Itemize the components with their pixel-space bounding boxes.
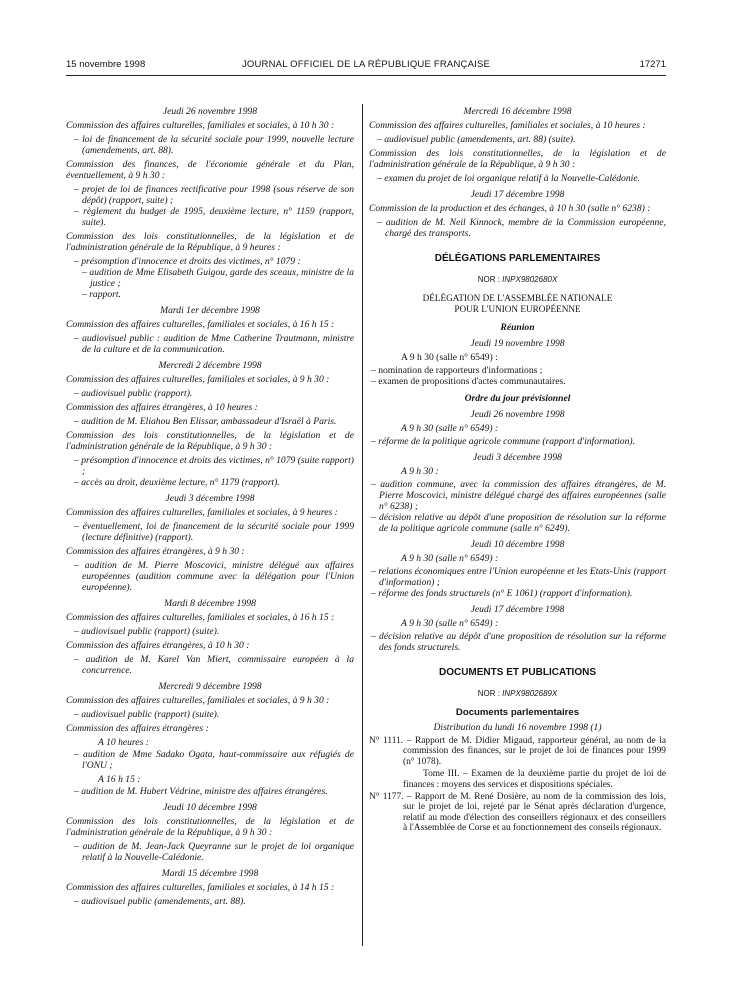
day-heading: Jeudi 3 décembre 1998: [165, 493, 255, 504]
nor-label: NOR :: [477, 275, 500, 284]
agenda-item: – réforme de la politique agricole commune (rapport d'information).: [371, 436, 635, 447]
commission-line: Commission des finances, de l'économie générale et du Plan, éventuellement, à 9 h 30 :: [66, 159, 354, 181]
subheading-documents-parlementaires: Documents parlementaires: [455, 707, 580, 718]
agenda-entry: [66, 546, 354, 593]
agenda-item: – examen du projet de loi organique relatif à la Nouvelle-Calédonie.: [377, 173, 640, 184]
section-title-documents: DOCUMENTS ET PUBLICATIONS: [438, 667, 597, 678]
day-heading: Mardi 8 décembre 1998: [164, 598, 256, 609]
agenda-entry: [66, 612, 354, 637]
document-tome: Tome III. – Examen de la deuxième partie du projet de loi de finances : moyens des services et dispositions spéciales.: [403, 769, 666, 790]
day-heading: Jeudi 10 décembre 1998: [163, 802, 257, 813]
delegation-line: POUR L'UNION EUROPÉENNE: [454, 303, 581, 314]
time-line: A 9 h 30 (salle n° 6549) :: [401, 423, 499, 434]
agenda-item: – nomination de rapporteurs d'informations ;: [371, 365, 543, 376]
commission-line: Commission des affaires étrangères, à 10 heures :: [66, 402, 258, 413]
agenda-item: – audition de M. Hubert Védrine, ministre des affaires étrangères.: [74, 786, 328, 797]
commission-line: Commission des affaires culturelles, familiales et sociales, à 9 h 30 :: [66, 374, 330, 385]
agenda-item: – présomption d'innocence et droits des victimes, n° 1079 (suite rapport) ;: [74, 455, 354, 477]
day-heading: Jeudi 26 novembre 1998: [162, 106, 258, 117]
agenda-item: – décision relative au dépôt d'une proposition de résolution sur la réforme de la politique agricole commune (salle n° 6249).: [371, 512, 666, 534]
agenda-item: – projet de loi de finances rectificative pour 1998 (sous réserve de son dépôt) (rapport, suite) ;: [74, 184, 354, 206]
distribution-line: Distribution du lundi 16 novembre 1998 (1): [433, 722, 602, 733]
agenda-item: – audiovisuel public (rapport).: [74, 388, 193, 399]
commission-line: Commission de la production et des échanges, à 10 h 30 (salle n° 6238) :: [369, 203, 651, 214]
nor-reference: [369, 688, 666, 699]
agenda-item: – audition commune, avec la commission des affaires étrangères, de M. Pierre Moscovici, ministre délégué chargé des affaires européennes (salle n° 6238) ;: [371, 479, 666, 512]
agenda-entry: [66, 319, 354, 355]
left-column: [66, 101, 354, 910]
agenda-item: – loi de financement de la sécurité sociale pour 1999, nouvelle lecture (amendements, art. 88).: [74, 134, 354, 156]
agenda-item: – audiovisuel public (amendements, art. 88).: [74, 896, 246, 907]
subheading-reunion: Réunion: [500, 322, 535, 333]
agenda-entry: [66, 120, 354, 156]
header-date: 15 novembre 1998: [66, 59, 146, 70]
agenda-entry: [66, 640, 354, 676]
commission-line: Commission des affaires culturelles, familiales et sociales, à 9 h 30 :: [66, 695, 330, 706]
commission-line: Commission des affaires culturelles, familiales et sociales, à 9 heures :: [66, 507, 338, 518]
nor-code: INPX9802680X: [502, 275, 558, 284]
agenda-item: – relations économiques entre l'Union européenne et les Etats-Unis (rapport d'information) ;: [371, 566, 666, 588]
agenda-entry: [66, 882, 354, 907]
right-column: [369, 101, 666, 836]
agenda-item: – accès au droit, deuxième lecture, n° 1179 (rapport).: [74, 477, 280, 488]
agenda-item: – examen de propositions d'actes communautaires.: [371, 376, 566, 387]
commission-line: Commission des affaires culturelles, familiales et sociales, à 16 h 15 :: [66, 319, 335, 330]
day-heading: Mercredi 16 décembre 1998: [463, 106, 572, 117]
commission-line: Commission des affaires culturelles, familiales et sociales, à 14 h 15 :: [66, 882, 335, 893]
commission-line: Commission des lois constitutionnelles, de la législation et de l'administration générale de la République, à 9 h 30 :: [369, 148, 666, 170]
delegation-heading: [369, 293, 666, 314]
agenda-item: – audiovisuel public (rapport) (suite).: [74, 626, 220, 637]
document-entry: N° 1111. – Rapport de M. Didier Migaud, rapporteur général, au nom de la commission des finances, sur le projet de loi de finances pour 1999 (n° 1078).: [369, 736, 666, 767]
day-heading: Jeudi 19 novembre 1998: [470, 338, 565, 349]
day-heading: Jeudi 10 décembre 1998: [470, 539, 565, 550]
commission-line: Commission des lois constitutionnelles, de la législation et de l'administration générale de la République, à 9 h 30 :: [66, 430, 354, 452]
commission-line: Commission des affaires culturelles, familiales et sociales, à 10 h 30 :: [66, 120, 335, 131]
agenda-item: – audition de M. Pierre Moscovici, ministre délégué aux affaires européennes (audition commune avec la délégation pour l'Union européenne).: [74, 560, 354, 593]
time-line: A 9 h 30 (salle n° 6549) :: [401, 618, 499, 629]
header-title: JOURNAL OFFICIEL DE LA RÉPUBLIQUE FRANÇAISE: [241, 59, 491, 70]
day-heading: Mardi 1er décembre 1998: [160, 305, 260, 316]
day-heading: Jeudi 17 décembre 1998: [470, 189, 565, 200]
agenda-entry: [369, 120, 666, 145]
agenda-item: – règlement du budget de 1995, deuxième lecture, n° 1159 (rapport, suite).: [74, 206, 354, 228]
agenda-entry: [66, 374, 354, 399]
commission-line: Commission des lois constitutionnelles, de la législation et de l'administration générale de la République, à 9 h 30 :: [66, 816, 354, 838]
agenda-entry: [66, 159, 354, 228]
agenda-entry: [66, 695, 354, 720]
agenda-entry: [66, 816, 354, 863]
commission-line: Commission des affaires étrangères :: [66, 723, 209, 734]
day-heading: Jeudi 3 décembre 1998: [473, 452, 562, 463]
commission-line: Commission des affaires étrangères, à 9 h 30 :: [66, 546, 245, 557]
page-header: [66, 59, 666, 73]
agenda-item: – audiovisuel public (amendements, art. 88) (suite).: [377, 134, 576, 145]
day-heading: Mercredi 2 décembre 1998: [158, 360, 262, 371]
agenda-item: – réforme des fonds structurels (n° E 1061) (rapport d'information).: [371, 588, 633, 599]
commission-line: Commission des affaires culturelles, familiales et sociales, à 10 heures :: [369, 120, 646, 131]
day-heading: Mercredi 9 décembre 1998: [158, 681, 262, 692]
day-heading: Jeudi 26 novembre 1998: [470, 409, 565, 420]
commission-line: Commission des affaires culturelles, familiales et sociales, à 16 h 15 :: [66, 612, 335, 623]
agenda-item: – présomption d'innocence et droits des victimes, n° 1079 :: [74, 256, 301, 267]
day-heading: Jeudi 17 décembre 1998: [470, 604, 565, 615]
agenda-entry: [369, 203, 666, 239]
agenda-item: – audition de M. Eliahou Ben Elissar, ambassadeur d'Israël à Paris.: [74, 416, 337, 427]
agenda-entry: [66, 430, 354, 488]
agenda-subitem: – audition de Mme Elisabeth Guigou, garde des sceaux, ministre de la justice ;: [82, 267, 354, 289]
delegation-line: DÉLÉGATION DE L'ASSEMBLÉE NATIONALE: [422, 293, 613, 303]
agenda-entry: [66, 723, 354, 797]
header-page-number: 17271: [639, 59, 666, 70]
agenda-item: – audition de M. Karel Van Miert, commissaire européen à la concurrence.: [74, 654, 354, 676]
nor-code: INPX9802689X: [502, 689, 558, 698]
time-line: A 9 h 30 (salle n° 6549) :: [401, 553, 499, 564]
agenda-item: – audition de Mme Sadako Ogata, haut-commissaire aux réfugiés de l'ONU ;: [74, 749, 354, 771]
agenda-item: – audition de M. Neil Kinnock, membre de la Commission européenne, chargé des transports.: [377, 217, 666, 239]
subheading-ordre-du-jour: Ordre du jour prévisionnel: [464, 393, 571, 404]
time-line: A 9 h 30 :: [401, 466, 439, 477]
nor-reference: [369, 274, 666, 285]
day-heading: Mardi 15 décembre 1998: [161, 868, 259, 879]
agenda-entry: [66, 507, 354, 543]
nor-label: NOR :: [477, 689, 500, 698]
column-divider: [362, 104, 363, 946]
time-line: A 16 h 15 :: [98, 774, 141, 785]
document-entry: N° 1177. – Rapport de M. René Dosière, au nom de la commission des lois, sur le projet de loi, rejeté par le Sénat après déclaration d'urgence, relatif au mode d'élection des conseillers régionaux et des conseillers à l'Assemblée de Corse et au fonctionnement des conseils régionaux.: [369, 792, 666, 834]
agenda-subitem: – rapport.: [82, 289, 121, 300]
agenda-item: – décision relative au dépôt d'une proposition de résolution sur la réforme des fonds structurels.: [371, 631, 666, 653]
header-rule: [66, 75, 666, 76]
agenda-item: – éventuellement, loi de financement de la sécurité sociale pour 1999 (lecture définitive) (rapport).: [74, 521, 354, 543]
commission-line: Commission des affaires étrangères, à 10 h 30 :: [66, 640, 250, 651]
commission-line: Commission des lois constitutionnelles, de la législation et de l'administration générale de la République, à 9 heures :: [66, 231, 354, 253]
agenda-entry: [66, 231, 354, 300]
time-line: A 9 h 30 (salle n° 6549) :: [401, 352, 498, 363]
agenda-entry: [66, 402, 354, 427]
agenda-item: – audition de M. Jean-Jack Queyranne sur le projet de loi organique relatif à la Nouvelle-Calédonie.: [74, 841, 354, 863]
agenda-entry: [369, 148, 666, 184]
section-title-delegations: DÉLÉGATIONS PARLEMENTAIRES: [434, 253, 601, 264]
time-line: A 10 heures :: [98, 737, 149, 748]
agenda-item: – audiovisuel public (rapport) (suite).: [74, 709, 220, 720]
agenda-item: – audiovisuel public : audition de Mme Catherine Trautmann, ministre de la culture et de la communication.: [74, 333, 354, 355]
